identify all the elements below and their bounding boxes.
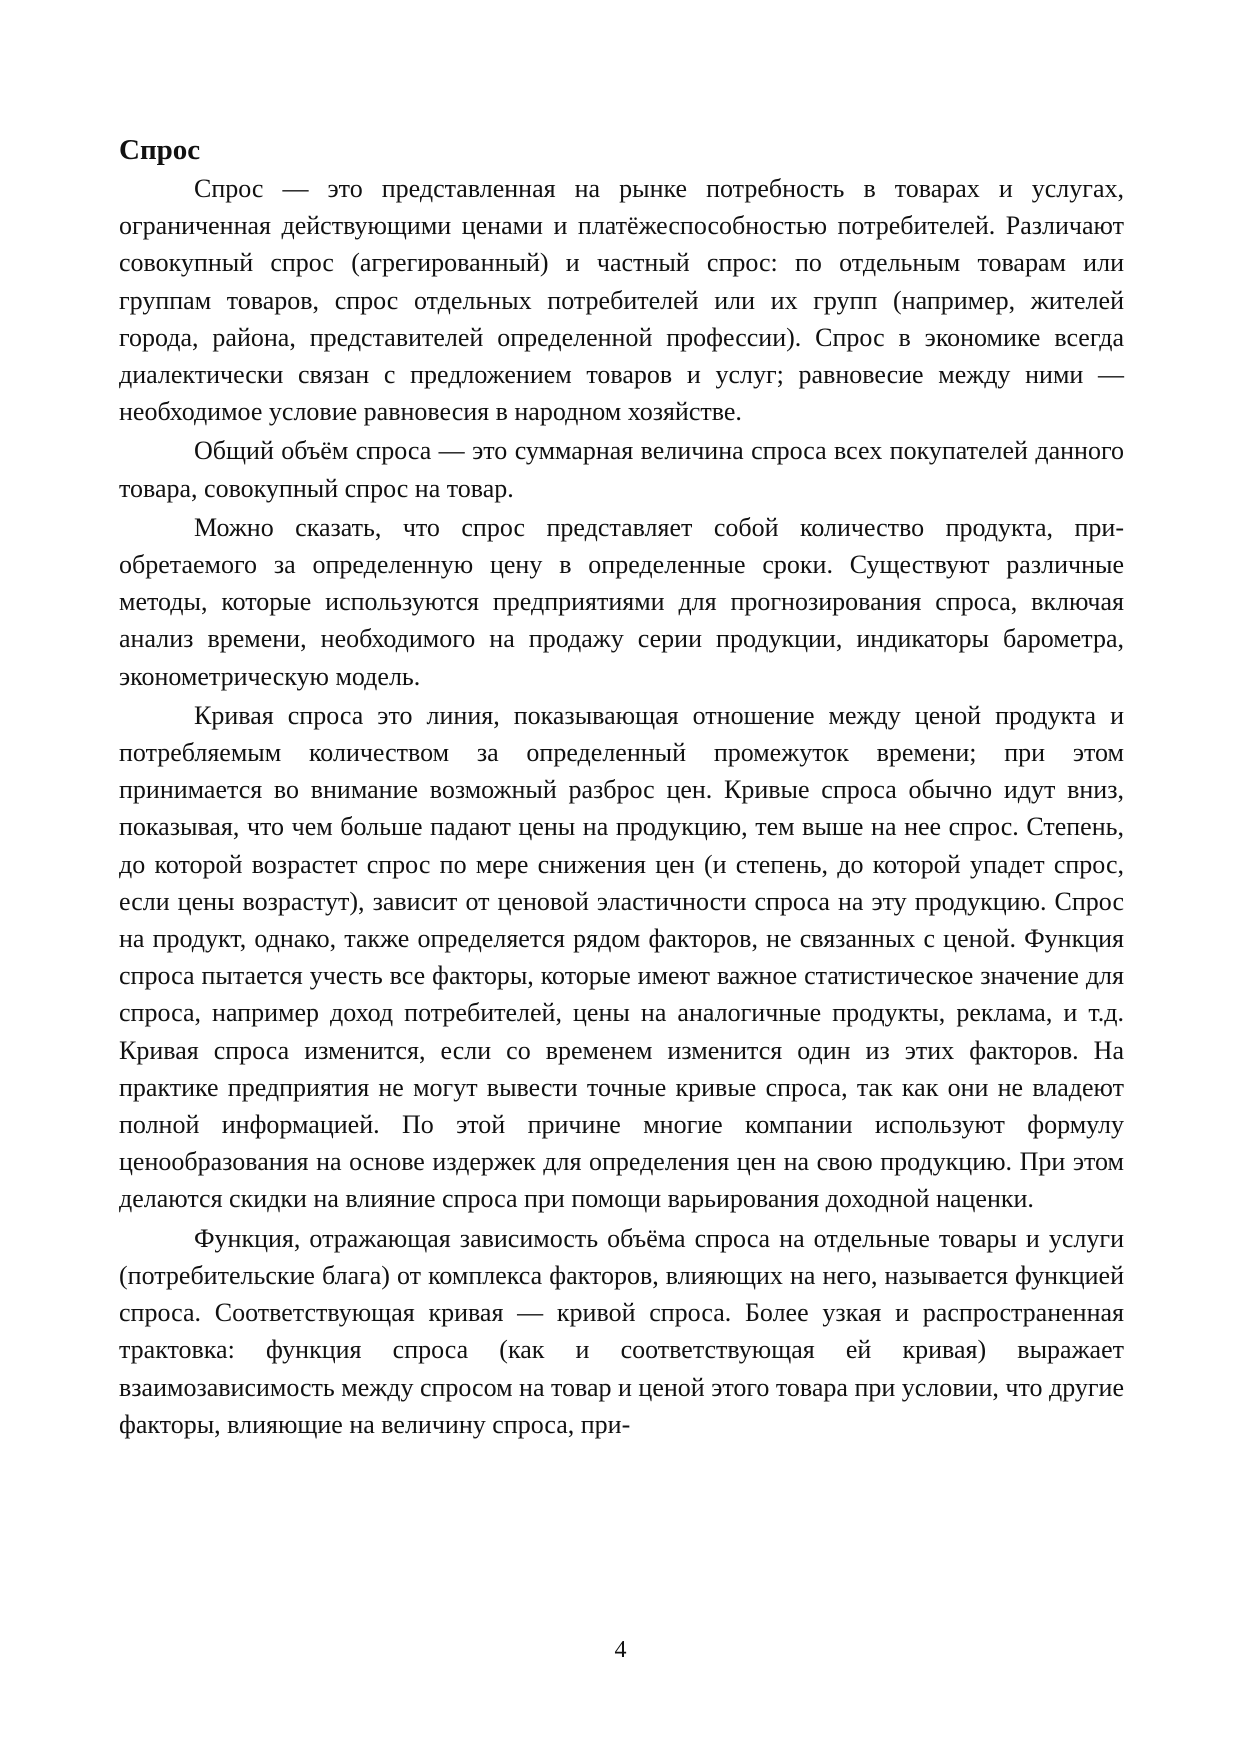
section-heading: Спрос xyxy=(119,134,201,166)
paragraph-demand-function: Функция, отражающая зависимость объёма спроса на отдельные товары и услуги (потребительские блага) от комплекса факторов, влияющих на него, называется функцией спроса. Соответствующая кривая — кривой спроса. Более узкая и распространенная трактовка: функция спроса (как и соответствующая ей кривая) выражает взаимозависимость между спросом на товар и ценой этого товара при условии, что другие факторы, влияющие на величину спроса, при- xyxy=(119,1223,1124,1439)
page-number: 4 xyxy=(614,1637,627,1663)
paragraph-total-volume: Общий объём спроса — это суммарная величина спроса всех покупателей данного товара, совокупный спрос на товар. xyxy=(119,436,1124,503)
paragraph-forecasting: Можно сказать, что спрос представляет собой количество продукта, приобретаемого за определенную цену в определенные сроки. Существуют различные методы, которые используются предприятиями для прогнозирования спроса, включая анализ времени, необходимого на продажу серии продукции, индикаторы барометра, эконометрическую модель. xyxy=(119,512,1124,691)
page-body xyxy=(119,130,1124,1445)
paragraph-definition: Спрос — это представленная на рынке потребность в товарах и услугах, ограниченная действующими ценами и платёжеспособностью потребителей. Различают совокупный спрос (агрегированный) и частный спрос: по отдельным товарам или группам товаров, спрос отдельных потребителей или их групп (например, жителей города, района, представителей определенной профессии). Спрос в экономике всегда диалектически связан с предложением товаров и услуг; равновесие между ними — необходимое условие равновесия в народном хозяйстве. xyxy=(119,174,1124,427)
paragraph-demand-curve: Кривая спроса это линия, показывающая отношение между ценой продукта и потребляемым количеством за определенный промежуток времени; при этом принимается во внимание возможный разброс цен. Кривые спроса обычно идут вниз, показывая, что чем больше падают цены на продукцию, тем выше на нее спрос. Степень, до которой возрастет спрос по мере снижения цен (и степень, до которой упадет спрос, если цены возрастут), зависит от ценовой эластичности спроса на эту продукцию. Спрос на продукт, однако, также определяется рядом факторов, не связанных с ценой. Функция спроса пытается учесть все факторы, которые имеют важное статистическое значение для спроса, например доход потребителей, цены на аналогичные продукты, реклама, и т.д. Кривая спроса изменится, если со временем изменится один из этих факторов. На практике предприятия не могут вывести точные кривые спроса, так как они не владеют полной информацией. По этой причине многие компании используют формулу ценообразования на основе издержек для определения цен на свою продукцию. При этом делаются скидки на влияние спроса при помощи варьирования доходной наценки. xyxy=(119,700,1124,1214)
